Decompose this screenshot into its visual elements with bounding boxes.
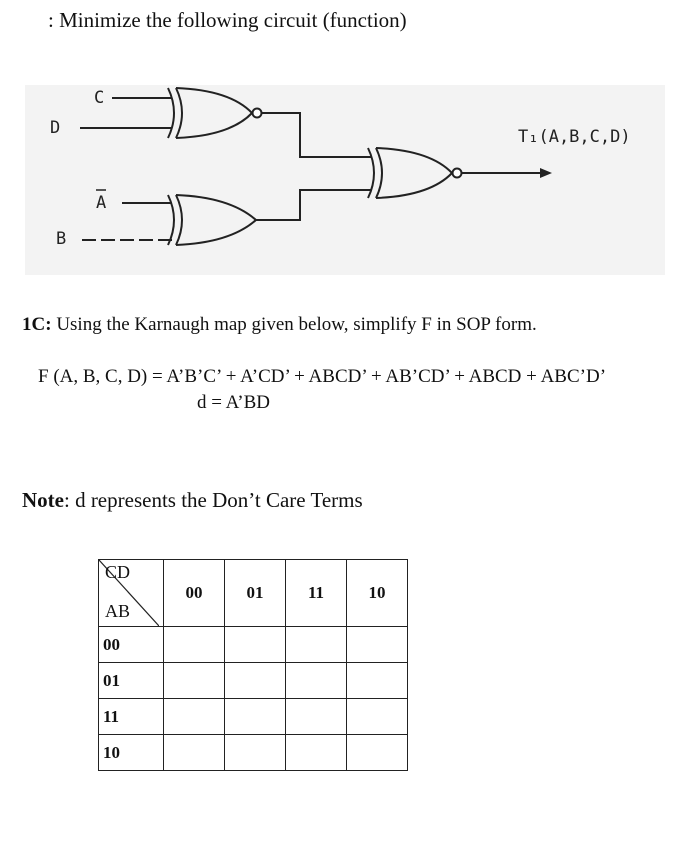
input-a-bar-label: A	[96, 193, 107, 213]
kmap-cell	[286, 735, 347, 771]
question-1c	[22, 314, 537, 336]
question-heading: : Minimize the following circuit (function)	[48, 8, 407, 32]
kmap-row-header: 10	[99, 735, 164, 771]
kmap-cell	[286, 663, 347, 699]
kmap-cell	[164, 663, 225, 699]
input-b-label: B	[56, 229, 67, 249]
question-text: Using the Karnaugh map given below, simplify F in SOP form.	[51, 314, 537, 335]
kmap-cell	[286, 627, 347, 663]
kmap-row	[99, 627, 408, 663]
dont-care-expression: d = A’BD	[197, 392, 271, 413]
kmap-cell	[347, 627, 408, 663]
kmap-col-header: 11	[286, 560, 347, 627]
kmap-row-header: 11	[99, 699, 164, 735]
function-expression: F (A, B, C, D) = A’B’C’ + A’CD’ + ABCD’ + AB’CD’ + ABCD + ABC’D’	[38, 366, 607, 387]
kmap-cell	[225, 699, 286, 735]
kmap-cell	[164, 699, 225, 735]
kmap-row-header: 01	[99, 663, 164, 699]
note-label: Note	[22, 488, 64, 512]
kmap-cell	[164, 735, 225, 771]
kmap-cell	[225, 627, 286, 663]
karnaugh-map	[98, 559, 408, 771]
kmap-ab-label: AB	[105, 601, 131, 621]
kmap-cell	[225, 735, 286, 771]
output-label: T₁(A,B,C,D)	[518, 127, 631, 147]
kmap-row	[99, 663, 408, 699]
logic-circuit-diagram	[0, 60, 685, 290]
note	[22, 488, 363, 513]
kmap-cell	[225, 663, 286, 699]
kmap-corner	[99, 560, 164, 627]
input-d-label: D	[50, 118, 61, 138]
kmap-cell	[164, 627, 225, 663]
kmap-cell	[347, 735, 408, 771]
kmap-row	[99, 735, 408, 771]
diagram-background	[25, 85, 665, 275]
kmap-row	[99, 699, 408, 735]
note-text: : d represents the Don’t Care Terms	[63, 488, 363, 512]
kmap-col-header: 01	[225, 560, 286, 627]
question-number: 1C:	[22, 314, 52, 335]
kmap-row-header: 00	[99, 627, 164, 663]
kmap-cd-label: CD	[105, 562, 131, 582]
kmap-cell	[286, 699, 347, 735]
input-c-label: C	[94, 88, 105, 108]
kmap-cell	[347, 699, 408, 735]
kmap-col-header: 00	[164, 560, 225, 627]
kmap-cell	[347, 663, 408, 699]
kmap-col-header: 10	[347, 560, 408, 627]
